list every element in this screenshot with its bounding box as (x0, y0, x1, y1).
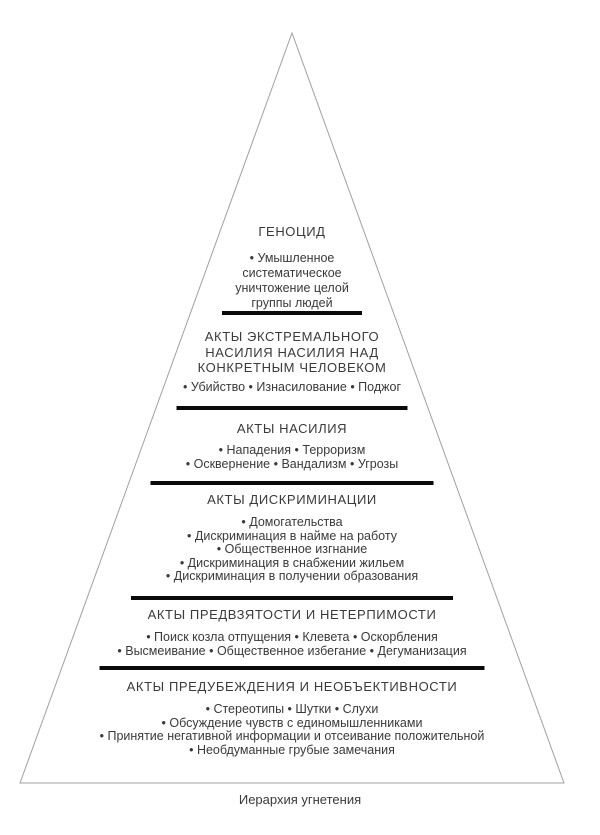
level-title-line: ГЕНОЦИД (258, 224, 326, 239)
level-6-title (0, 679, 584, 695)
list-item: • Общественное изгнание (216, 542, 368, 556)
level-1-title (0, 224, 584, 240)
level-divider-3 (151, 481, 434, 485)
list-item: • Обсуждение чувств с единомышленниками (161, 715, 423, 730)
level-5-title (0, 607, 584, 623)
level-title-line: АКТЫ НАСИЛИЯ (236, 421, 348, 436)
level-4-title (0, 492, 584, 508)
list-item: уничтожение целой (235, 281, 349, 295)
level-4-items (0, 516, 584, 584)
list-item: • Дискриминация в получении образования (165, 569, 419, 583)
list-item: • Необдуманные грубые замечания (189, 742, 395, 757)
list-item: • Стереотипы • Шутки • Слухи (205, 702, 379, 716)
list-item: систематическое (242, 266, 342, 280)
level-3-items (0, 444, 584, 471)
list-item: • Дискриминация в снабжении жильем (179, 555, 405, 570)
list-item: • Умышленное (249, 251, 335, 265)
level-6-items (0, 703, 584, 757)
list-item: группы людей (251, 296, 333, 310)
diagram-caption: Иерархия угнетения (238, 792, 362, 807)
level-2-items (0, 381, 584, 395)
level-title-line: НАСИЛИЯ НАСИЛИЯ НАД (205, 344, 379, 360)
level-divider-5 (100, 666, 485, 670)
level-divider-4 (131, 596, 453, 600)
list-item: • Убийство • Изнасилование • Поджог (182, 380, 402, 394)
level-5-items (0, 631, 584, 658)
level-divider-1 (222, 311, 362, 315)
list-item: • Осквернение • Вандализм • Угрозы (185, 456, 399, 471)
level-divider-2 (177, 406, 408, 410)
list-item: • Высмеивание • Общественное избегание • Дегуманизация (117, 643, 467, 658)
list-item: • Дискриминация в найме на работу (187, 528, 397, 543)
level-title-line: АКТЫ ЭКСТРЕМАЛЬНОГО (204, 329, 380, 344)
list-item: • Домогательства (241, 515, 343, 529)
level-2-title (0, 329, 584, 376)
level-3-title (0, 421, 584, 437)
level-title-line: АКТЫ ПРЕДВЗЯТОСТИ И НЕТЕРПИМОСТИ (147, 607, 437, 622)
level-title-line: АКТЫ ПРЕДУБЕЖДЕНИЯ И НЕОБЪЕКТИВНОСТИ (126, 679, 458, 694)
list-item: • Поиск козла отпущения • Клевета • Оскорбления (146, 630, 438, 644)
level-title-line: АКТЫ ДИСКРИМИНАЦИИ (207, 492, 377, 507)
list-item: • Нападения • Терроризм (218, 443, 366, 457)
list-item: • Принятие негативной информации и отсеивание положительной (99, 729, 485, 743)
level-1-items (0, 251, 584, 311)
level-title-line: КОНКРЕТНЫМ ЧЕЛОВЕКОМ (197, 360, 387, 375)
